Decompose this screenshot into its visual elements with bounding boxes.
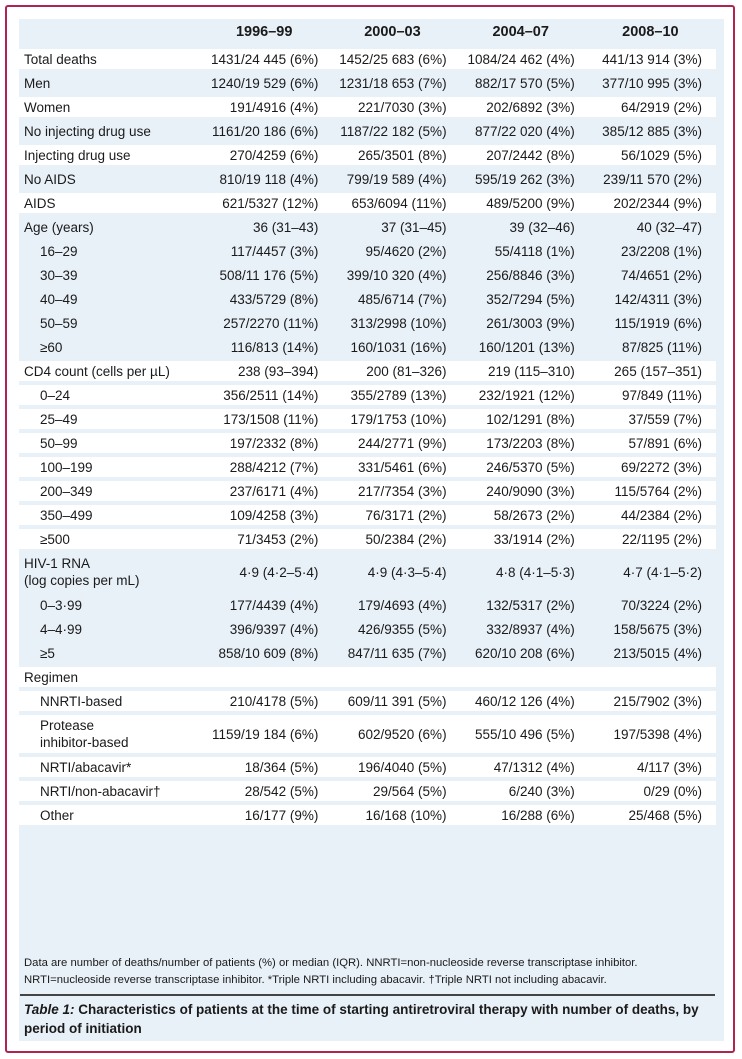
value-cell: 489/5200 (9%) [457,193,585,213]
data-table [16,18,716,829]
value-cell: 355/2789 (13%) [328,385,456,405]
value-cell: 0/29 (0%) [585,781,716,801]
value-cell: 331/5461 (6%) [328,457,456,477]
row-label: Age (years) [24,219,94,235]
header-cell: 2008–10 [622,24,679,40]
value-cell: 95/4620 (2%) [365,243,447,259]
value-cell: 50/2384 (2%) [328,529,456,549]
table-row [16,781,716,801]
value-cell: 16/177 (9%) [200,805,328,825]
value-cell: 385/12 885 (3%) [602,123,702,139]
row-label: NRTI/abacavir* [16,757,200,777]
value-cell: 70/3224 (2%) [620,597,702,613]
table-row [16,337,716,357]
value-cell: 332/8937 (4%) [486,621,575,637]
table-row [16,145,716,165]
value-cell: 36 (31–43) [253,219,319,235]
value-cell: 202/6892 (3%) [457,97,585,117]
value-cell: 426/9355 (5%) [358,621,447,637]
table-row [16,715,716,753]
value-cell: 87/825 (11%) [621,339,702,355]
value-cell: 882/17 570 (5%) [474,75,575,91]
row-label: ≥60 [40,339,63,355]
row-label: 200–349 [16,481,200,501]
value-cell: 352/7294 (5%) [486,291,575,307]
value-cell: 47/1312 (4%) [457,757,585,777]
value-cell: 76/3171 (2%) [328,505,456,525]
value-cell: 215/7902 (3%) [585,691,716,711]
row-label: 4–4·99 [40,621,83,637]
row-label: 350–499 [16,505,200,525]
table-row [16,481,716,501]
row-label: HIV-1 RNA (log copies per mL) [24,556,140,588]
value-cell: 221/7030 (3%) [328,97,456,117]
value-cell: 4·9 (4·2–5·4) [239,564,319,580]
value-cell: 196/4040 (5%) [328,757,456,777]
table-row [16,553,716,591]
row-label: Other [16,805,200,825]
value-cell: 441/13 914 (3%) [585,49,716,69]
value-cell: 1084/24 462 (4%) [457,49,585,69]
value-cell [328,667,456,687]
value-cell: 1187/22 182 (5%) [340,123,447,139]
value-cell: 116/813 (14%) [230,339,319,355]
value-cell: 200 (81–326) [328,361,456,381]
row-label: No AIDS [24,171,76,187]
value-cell: 179/4693 (4%) [358,597,447,613]
row-label: NRTI/non-abacavir† [16,781,200,801]
value-cell: 847/11 635 (7%) [347,645,447,661]
header-cell: 1996–99 [235,24,293,40]
row-label: Total deaths [16,49,200,69]
row-label: ≥5 [40,645,55,661]
row-label: NNRTI-based [16,691,200,711]
table-row [16,313,716,333]
value-cell: 160/1201 (13%) [478,339,575,355]
value-cell: 256/8846 (3%) [486,267,575,283]
row-label: Women [16,97,200,117]
value-cell: 97/849 (11%) [585,385,716,405]
caption-text: Characteristics of patients at the time of starting antiretroviral therapy with number of deaths, by period of initiation [24,1002,699,1036]
caption-divider [20,994,715,996]
value-cell: 1161/20 186 (6%) [212,123,319,139]
value-cell: 246/5370 (5%) [457,457,585,477]
table-row [16,643,716,663]
value-cell: 877/22 020 (4%) [474,123,575,139]
row-label: CD4 count (cells per µL) [16,361,200,381]
table-row [16,241,716,261]
value-cell: 356/2511 (14%) [200,385,328,405]
table-row [16,667,716,687]
value-cell: 64/2919 (2%) [585,97,716,117]
value-cell: 270/4259 (6%) [200,145,328,165]
row-label: ≥500 [16,529,200,549]
value-cell: 4·9 (4·3–5·4) [367,564,447,580]
table-row [16,193,716,213]
value-cell: 621/5327 (12%) [200,193,328,213]
value-cell: 158/5675 (3%) [613,621,702,637]
table-row [16,457,716,477]
value-cell: 1431/24 445 (6%) [200,49,328,69]
value-cell: 240/9090 (3%) [457,481,585,501]
table-row [16,49,716,69]
value-cell: 173/1508 (11%) [200,409,328,429]
table-row [16,217,716,237]
value-cell: 207/2442 (8%) [457,145,585,165]
value-cell: 799/19 589 (4%) [346,171,447,187]
value-cell: 238 (93–394) [200,361,328,381]
value-cell: 109/4258 (3%) [200,505,328,525]
value-cell: 508/11 176 (5%) [219,267,319,283]
value-cell: 74/4651 (2%) [620,267,702,283]
value-cell: 179/1753 (10%) [328,409,456,429]
table-row [16,169,716,189]
table-row [16,289,716,309]
value-cell: 29/564 (5%) [328,781,456,801]
value-cell: 160/1031 (16%) [350,339,447,355]
value-cell: 1240/19 529 (6%) [211,75,319,91]
table-row [16,433,716,453]
value-cell: 177/4439 (4%) [229,597,319,613]
table-row [16,97,716,117]
table-row [16,805,716,825]
table-row [16,73,716,93]
value-cell [200,667,328,687]
header-row [16,22,716,45]
row-label: 0–3·99 [40,597,83,613]
table-row [16,691,716,711]
value-cell: 56/1029 (5%) [585,145,716,165]
value-cell: 37/559 (7%) [585,409,716,429]
value-cell: 858/10 609 (8%) [218,645,319,661]
value-cell: 142/4311 (3%) [614,291,702,307]
table-row [16,409,716,429]
row-label: Regimen [16,667,200,687]
row-label: 25–49 [16,409,200,429]
value-cell: 399/10 320 (4%) [346,267,447,283]
row-label: No injecting drug use [24,123,151,139]
header-cell [16,22,200,45]
row-label: Men [24,75,51,91]
value-cell: 69/2272 (3%) [585,457,716,477]
value-cell: 44/2384 (2%) [585,505,716,525]
value-cell [457,667,585,687]
row-label: 100–199 [16,457,200,477]
value-cell: 37 (31–45) [381,219,447,235]
row-label: 30–39 [40,267,78,283]
value-cell: 4·8 (4·1–5·3) [496,564,575,580]
value-cell: 237/6171 (4%) [200,481,328,501]
value-cell: 313/2998 (10%) [350,315,447,331]
value-cell: 232/1921 (12%) [457,385,585,405]
value-cell: 265/3501 (8%) [328,145,456,165]
value-cell: 265 (157–351) [585,361,716,381]
table-row [16,385,716,405]
row-label: AIDS [16,193,200,213]
value-cell: 1452/25 683 (6%) [328,49,456,69]
value-cell: 197/2332 (8%) [200,433,328,453]
value-cell: 102/1291 (8%) [457,409,585,429]
value-cell: 244/2771 (9%) [328,433,456,453]
value-cell: 239/11 570 (2%) [603,171,702,187]
value-cell: 810/19 118 (4%) [219,171,319,187]
table-row [16,505,716,525]
table-body [16,49,716,825]
value-cell: 39 (32–46) [509,219,575,235]
value-cell: 396/9397 (4%) [229,621,319,637]
value-cell: 197/5398 (4%) [585,715,716,753]
header-cell: 2004–07 [492,24,549,40]
value-cell: 1159/19 184 (6%) [200,715,328,753]
row-label: Injecting drug use [16,145,200,165]
value-cell: 485/6714 (7%) [358,291,447,307]
value-cell: 25/468 (5%) [585,805,716,825]
value-cell: 33/1914 (2%) [457,529,585,549]
value-cell: 23/2208 (1%) [620,243,702,259]
table-caption [24,1000,714,1038]
value-cell: 555/10 496 (5%) [457,715,585,753]
value-cell: 6/240 (3%) [457,781,585,801]
value-cell: 377/10 995 (3%) [602,75,702,91]
value-cell: 1231/18 653 (7%) [339,75,447,91]
value-cell: 460/12 126 (4%) [457,691,585,711]
value-cell: 288/4212 (7%) [200,457,328,477]
value-cell: 620/10 208 (6%) [474,645,575,661]
value-cell: 217/7354 (3%) [328,481,456,501]
row-label: 50–99 [16,433,200,453]
value-cell: 16/288 (6%) [457,805,585,825]
value-cell: 609/11 391 (5%) [328,691,456,711]
value-cell: 55/4118 (1%) [494,243,575,259]
value-cell: 115/1919 (6%) [614,315,702,331]
table-row [16,265,716,285]
value-cell: 40 (32–47) [636,219,702,235]
value-cell: 117/4457 (3%) [230,243,319,259]
value-cell: 115/5764 (2%) [585,481,716,501]
value-cell: 653/6094 (11%) [328,193,456,213]
value-cell: 191/4916 (4%) [200,97,328,117]
caption-label: Table 1: [24,1002,75,1017]
value-cell: 4/117 (3%) [585,757,716,777]
value-cell: 219 (115–310) [457,361,585,381]
value-cell: 4·7 (4·1–5·2) [623,564,702,580]
value-cell: 602/9520 (6%) [328,715,456,753]
value-cell: 257/2270 (11%) [223,315,319,331]
value-cell: 173/2203 (8%) [457,433,585,453]
value-cell: 71/3453 (2%) [200,529,328,549]
value-cell: 18/364 (5%) [200,757,328,777]
table-row [16,595,716,615]
value-cell: 595/19 262 (3%) [474,171,575,187]
row-label: 16–29 [40,243,78,259]
value-cell [585,667,716,687]
footnote: Data are number of deaths/number of patients (%) or median (IQR). NNRTI=non-nucleoside reverse transcriptase inhibitor. NRTI=nucleoside reverse transcriptase inhibitor. *Triple NRTI including abacavir. †Triple NRTI not including abacavir. [24,957,638,986]
row-label: 40–49 [40,291,78,307]
value-cell: 202/2344 (9%) [585,193,716,213]
value-cell: 16/168 (10%) [328,805,456,825]
row-label: 0–24 [16,385,200,405]
header-cell: 2000–03 [364,24,421,40]
table-row [16,361,716,381]
table-row [16,529,716,549]
value-cell: 210/4178 (5%) [200,691,328,711]
value-cell: 58/2673 (2%) [457,505,585,525]
value-cell: 213/5015 (4%) [613,645,702,661]
value-cell: 261/3003 (9%) [486,315,575,331]
table-row [16,619,716,639]
value-cell: 132/5317 (2%) [486,597,575,613]
row-label: 50–59 [40,315,78,331]
value-cell: 57/891 (6%) [585,433,716,453]
table-row [16,757,716,777]
row-label: Protease inhibitor-based [16,715,200,753]
value-cell: 28/542 (5%) [200,781,328,801]
value-cell: 22/1195 (2%) [585,529,716,549]
table-row [16,121,716,141]
value-cell: 433/5729 (8%) [229,291,319,307]
